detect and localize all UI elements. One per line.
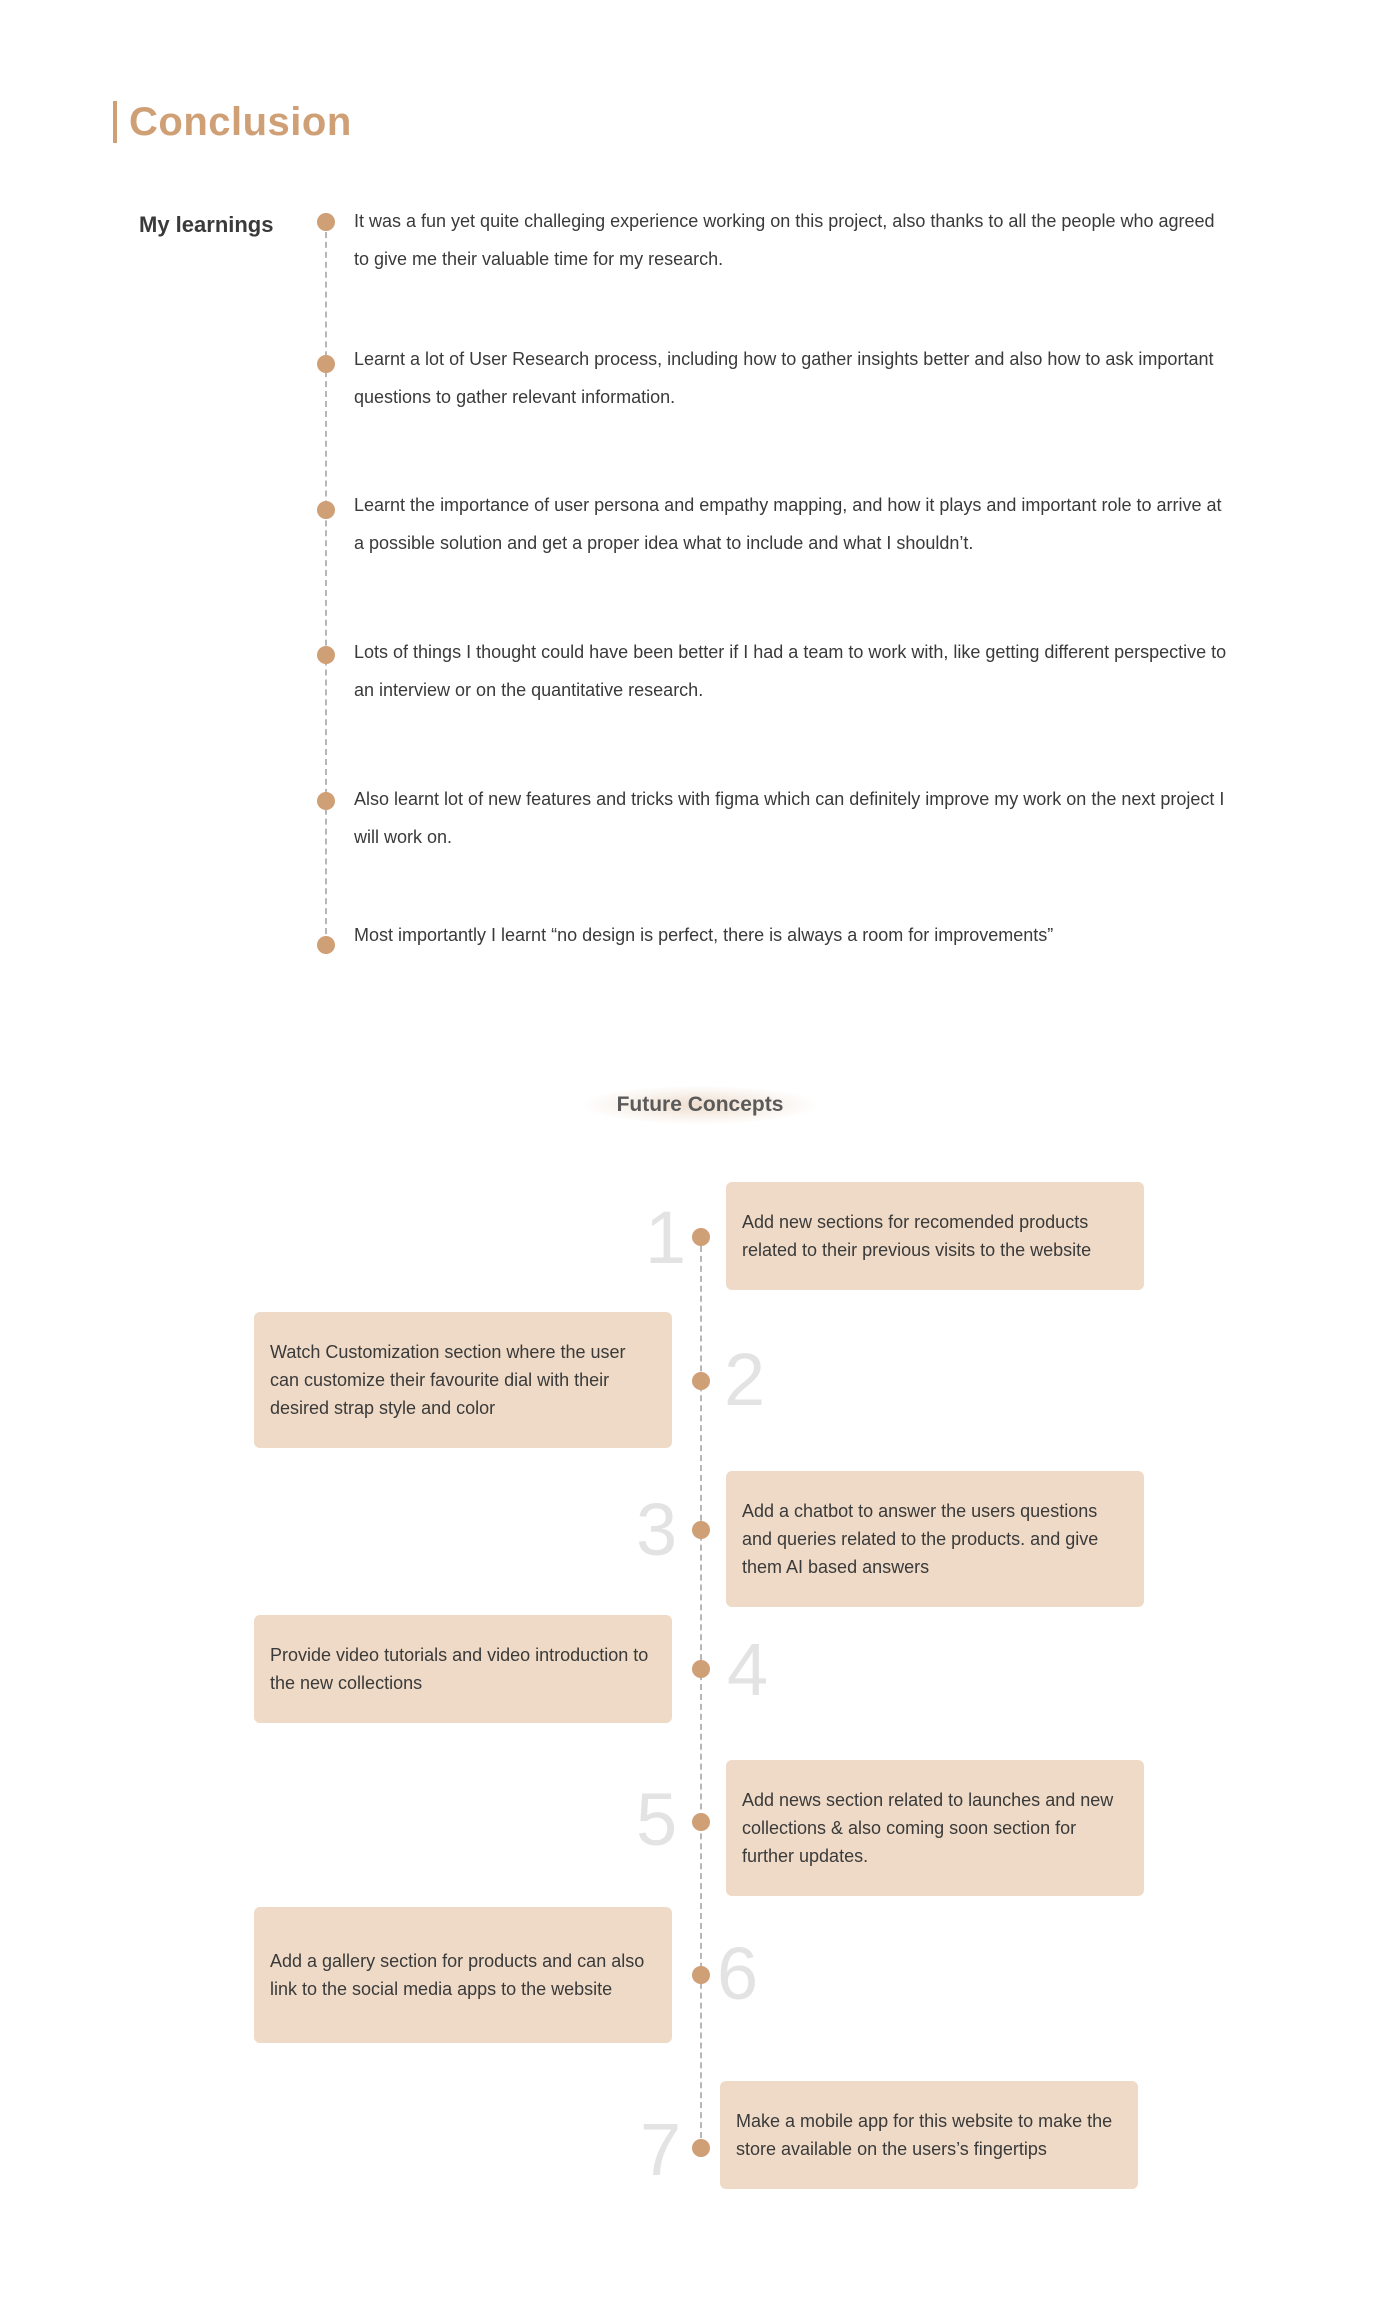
concept-number: 2 <box>724 1338 766 1421</box>
timeline-dot <box>317 792 335 810</box>
timeline-dot <box>692 1966 710 1984</box>
concept-card <box>254 1615 672 1723</box>
learning-text: Also learnt lot of new features and tricks with figma which can definitely improve my work on the next project I will work on. <box>354 789 1225 847</box>
learning-text: Learnt a lot of User Research process, including how to gather insights better and also how to ask important questions to gather relevant information. <box>354 349 1214 407</box>
timeline-dot <box>317 213 335 231</box>
concept-text: Add new sections for recomended products related to their previous visits to the website <box>742 1212 1092 1260</box>
concept-number: 5 <box>636 1778 678 1861</box>
learnings-timeline-line <box>325 222 327 944</box>
timeline-dot <box>317 501 335 519</box>
concept-card <box>254 1907 672 2043</box>
timeline-dot <box>692 2139 710 2157</box>
concept-card <box>720 2081 1138 2189</box>
timeline-dot <box>692 1372 710 1390</box>
timeline-dot <box>692 1521 710 1539</box>
concept-card <box>726 1182 1144 1290</box>
concept-number: 1 <box>645 1196 687 1279</box>
learning-text: Learnt the importance of user persona and empathy mapping, and how it plays and important role to arrive at a possible solution and get a proper idea what to include and what I shouldn’t. <box>354 495 1222 553</box>
concept-text: Provide video tutorials and video introduction to the new collections <box>270 1645 649 1693</box>
future-concepts-title: Future Concepts <box>560 1082 840 1128</box>
concept-text: Make a mobile app for this website to make the store available on the users’s fingertips <box>736 2111 1113 2159</box>
concept-text: Add a chatbot to answer the users questions and queries related to the products. and give them AI based answers <box>742 1501 1099 1577</box>
concept-card <box>726 1471 1144 1607</box>
concept-text: Add news section related to launches and new collections & also coming soon section for further updates. <box>742 1790 1114 1866</box>
my-learnings-label: My learnings <box>139 212 274 237</box>
timeline-dot <box>692 1813 710 1831</box>
timeline-dot <box>317 646 335 664</box>
heading-accent-bar <box>113 101 117 143</box>
concept-text: Watch Customization section where the user can customize their favourite dial with their desired strap style and color <box>270 1342 626 1418</box>
learning-text: It was a fun yet quite challeging experience working on this project, also thanks to all the people who agreed to give me their valuable time for my research. <box>354 211 1215 269</box>
concept-card <box>726 1760 1144 1896</box>
concept-number: 6 <box>717 1932 759 2015</box>
timeline-dot <box>317 355 335 373</box>
timeline-dot <box>692 1228 710 1246</box>
concept-number: 4 <box>727 1628 769 1711</box>
conclusion-title: Conclusion <box>129 99 352 144</box>
concept-text: Add a gallery section for products and can also link to the social media apps to the website <box>270 1951 645 1999</box>
conclusion-heading <box>113 100 352 144</box>
timeline-dot <box>317 936 335 954</box>
concept-number: 7 <box>640 2108 682 2191</box>
learning-text: Lots of things I thought could have been better if I had a team to work with, like getting different perspective to an interview or on the quantitative research. <box>354 642 1227 700</box>
concept-number: 3 <box>636 1488 678 1571</box>
learning-text: Most importantly I learnt “no design is perfect, there is always a room for improvements” <box>354 925 1054 945</box>
concept-card <box>254 1312 672 1448</box>
timeline-dot <box>692 1660 710 1678</box>
